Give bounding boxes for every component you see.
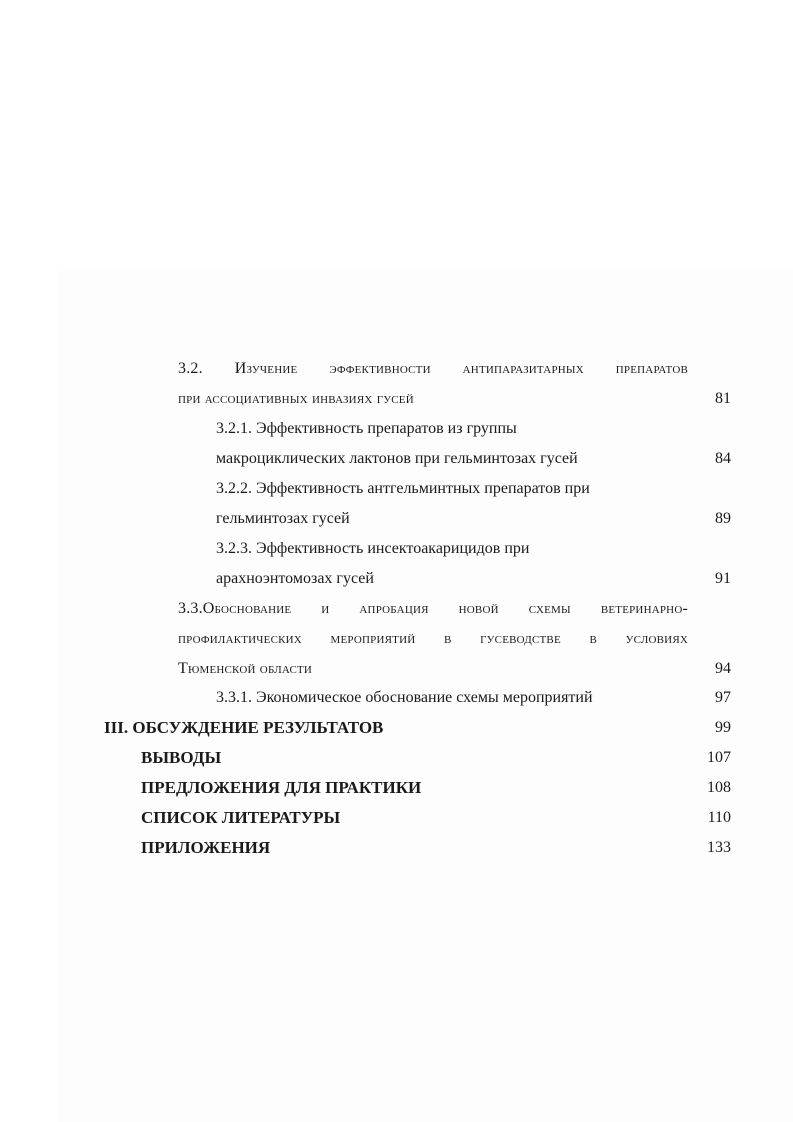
toc-page-3-3: 94 [715,660,731,677]
toc-page-3-2-1: 84 [715,450,731,467]
toc-entry-3-2-3-line2: арахноэнтомозах гусей [216,570,374,587]
toc-entry-3-2-line2: при ассоциативных инвазиях гусей [178,390,414,407]
toc-page-3-2: 81 [715,390,731,407]
toc-entry-3-3-line1: 3.3.Обоснование и апробация новой схемы ветеринарно- [178,600,688,617]
toc-proposals: ПРЕДЛОЖЕНИЯ ДЛЯ ПРАКТИКИ [141,778,422,797]
toc-entry-3-2-2-line2: гельминтозах гусей [216,510,350,527]
toc-entry-3-2-1-line2: макроциклических лактонов при гельминтозах гусей [216,450,578,467]
toc-page-references: 110 [707,809,731,826]
toc-page-proposals: 108 [707,779,731,796]
toc-entry-3-3-line3: Тюменской области [178,660,313,677]
toc-entry-3-2-line1: 3.2. Изучение эффективности антипаразитарных препаратов [178,360,688,377]
toc-page-appendices: 133 [707,839,731,856]
toc-page-3-3-1: 97 [715,689,731,706]
toc-page-3-2-3: 91 [715,570,731,587]
toc-entry-3-3-1: 3.3.1. Экономическое обоснование схемы мероприятий [216,689,593,706]
toc-entry-3-2-1-line1: 3.2.1. Эффективность препаратов из группы [216,420,517,437]
toc-page-conclusions: 107 [707,749,731,766]
toc-chapter-3: III. ОБСУЖДЕНИЕ РЕЗУЛЬТАТОВ [104,718,384,737]
toc-entry-3-2-2-line1: 3.2.2. Эффективность антгельминтных препаратов при [216,480,590,497]
toc-conclusions: ВЫВОДЫ [141,748,222,767]
toc-entry-3-2-3-line1: 3.2.3. Эффективность инсектоакарицидов при [216,540,530,557]
toc-appendices: ПРИЛОЖЕНИЯ [141,838,271,857]
toc-page-chapter-3: 99 [715,719,731,736]
toc-references: СПИСОК ЛИТЕРАТУРЫ [141,808,341,827]
toc-page-3-2-2: 89 [715,510,731,527]
toc-entry-3-3-line2: профилактических мероприятий в гусеводстве в условиях [178,630,688,647]
